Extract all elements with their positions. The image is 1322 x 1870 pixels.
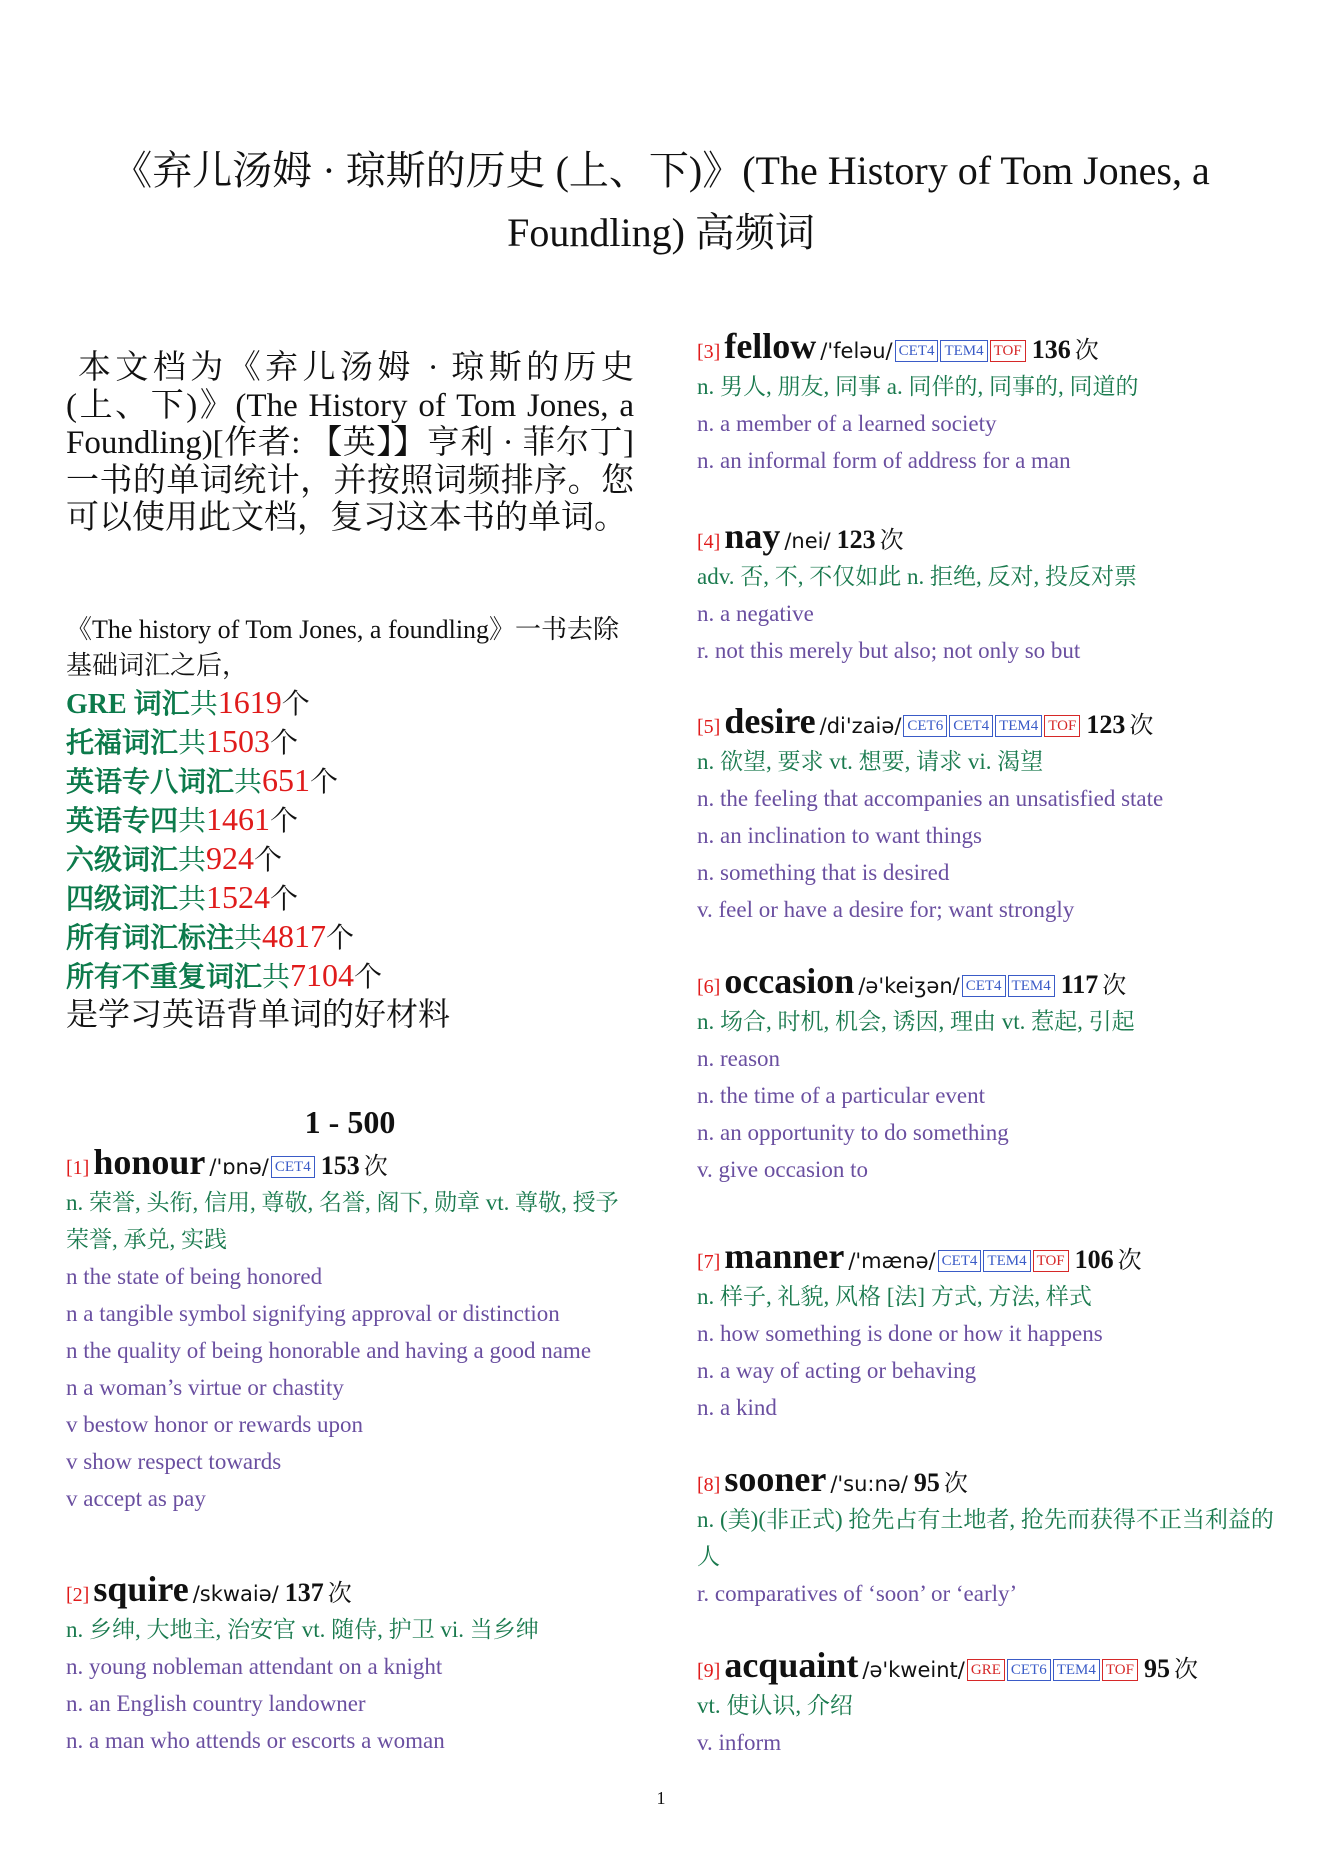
entry-number: [8] <box>697 1474 721 1496</box>
stat-line <box>66 879 634 918</box>
phonetic: /skwaiə/ <box>192 1582 279 1606</box>
frequency-unit: 次 <box>1074 338 1099 364</box>
stat-count: 1503 <box>206 723 271 759</box>
exam-tag: TEM4 <box>1053 1659 1100 1681</box>
stat-count: 924 <box>206 840 255 876</box>
stat-label: GRE 词汇 <box>66 689 190 720</box>
word-entry <box>697 959 1277 1188</box>
phonetic: /ə'kweint/ <box>862 1658 965 1682</box>
stat-gong: 共 <box>189 689 218 720</box>
headword: nay <box>724 516 781 556</box>
frequency-unit: 次 <box>363 1154 388 1180</box>
stat-unit: 个 <box>281 689 310 720</box>
entry-number: [2] <box>66 1584 90 1606</box>
headword: occasion <box>724 961 855 1001</box>
stat-gong: 共 <box>178 806 207 837</box>
stat-line <box>66 840 634 879</box>
stat-label: 托福词汇 <box>66 728 179 759</box>
summary-lead: 《The history of Tom Jones, a foundling》一书去除基础词汇之后， <box>66 615 620 680</box>
frequency-count: 153 <box>320 1151 360 1180</box>
entry-number: [7] <box>697 1251 721 1273</box>
section-heading: 1 - 500 <box>304 1104 396 1140</box>
chinese-definition: n. 欲望, 要求 vt. 想要, 请求 vi. 渴望 <box>697 749 1044 774</box>
headword: acquaint <box>724 1645 859 1685</box>
english-definition: n. a kind <box>697 1395 777 1420</box>
stat-gong: 共 <box>234 923 263 954</box>
phonetic: /di'zaiə/ <box>819 714 902 738</box>
stat-unit: 个 <box>354 962 383 993</box>
headword: manner <box>724 1236 845 1276</box>
english-definition: n. reason <box>697 1046 781 1071</box>
chinese-definition: n. (美)(非正式) 抢先占有土地者, 抢先而获得不正当利益的人 <box>697 1507 1274 1569</box>
english-definition: n. a member of a learned society <box>697 411 997 436</box>
stat-line <box>66 918 634 957</box>
exam-tag: CET4 <box>938 1250 982 1272</box>
exam-tag: CET4 <box>962 975 1006 997</box>
chinese-definition: n. 样子, 礼貌, 风格 [法] 方式, 方法, 样式 <box>697 1284 1092 1309</box>
phonetic: /'feləu/ <box>820 339 893 363</box>
exam-tag: TEM4 <box>940 340 987 362</box>
stat-label: 四级词汇 <box>66 884 179 915</box>
english-definition: v show respect towards <box>66 1449 282 1474</box>
exam-tag: CET4 <box>271 1156 315 1178</box>
exam-tag: TOF <box>990 340 1026 362</box>
intro-paragraph: 本文档为《弃儿汤姆 · 琼斯的历史 (上、下)》(The History of Tom Jones, a Foundling)[作者: 【英】】亨利 · 菲尔丁] 一书的单词统计，并按照词频排序。您可以使用此文档，复习这本书的单词。 <box>66 350 634 536</box>
stat-count: 651 <box>262 762 311 798</box>
english-definition: n. something that is desired <box>697 860 950 885</box>
chinese-definition: n. 荣誉, 头衔, 信用, 尊敬, 名誉, 阁下, 勋章 vt. 尊敬, 授予荣誉, 承兑, 实践 <box>66 1190 619 1252</box>
entry-number: [5] <box>697 716 721 738</box>
frequency-unit: 次 <box>1129 713 1154 739</box>
english-definition: n. an inclination to want things <box>697 823 982 848</box>
exam-tag: CET4 <box>949 715 993 737</box>
stat-count: 1524 <box>206 879 271 915</box>
english-definition: n. young nobleman attendant on a knight <box>66 1654 443 1679</box>
exam-tag: CET6 <box>903 715 947 737</box>
frequency-count: 123 <box>836 525 876 554</box>
frequency-count: 117 <box>1060 970 1099 999</box>
headword: squire <box>93 1569 189 1609</box>
chinese-definition: n. 乡绅, 大地主, 治安官 vt. 随侍, 护卫 vi. 当乡绅 <box>66 1617 539 1642</box>
exam-tag: TEM4 <box>995 715 1042 737</box>
stat-gong: 共 <box>178 884 207 915</box>
stat-count: 4817 <box>262 918 327 954</box>
stat-unit: 个 <box>270 884 299 915</box>
english-definition: r. not this merely but also; not only so but <box>697 638 1081 663</box>
entry-head <box>697 514 1277 558</box>
frequency-count: 106 <box>1074 1245 1114 1274</box>
entry-head <box>66 1567 634 1611</box>
exam-tag: CET4 <box>895 340 939 362</box>
english-definition: v. feel or have a desire for; want strongly <box>697 897 1075 922</box>
vocabulary-summary <box>66 612 634 1032</box>
stat-line <box>66 723 634 762</box>
english-definition: n. a negative <box>697 601 814 626</box>
exam-tag: CET6 <box>1007 1659 1051 1681</box>
headword: desire <box>724 701 816 741</box>
entry-head <box>697 1643 1277 1687</box>
stat-label: 英语专四 <box>66 806 179 837</box>
stat-gong: 共 <box>234 767 263 798</box>
entry-head <box>697 1457 1277 1501</box>
word-entry <box>697 1643 1277 1761</box>
page-number: 1 <box>656 1788 666 1808</box>
stat-count: 7104 <box>290 957 355 993</box>
entry-head <box>66 1140 634 1184</box>
english-definition: v. give occasion to <box>697 1157 868 1182</box>
summary-closing: 是学习英语背单词的好材料 <box>66 996 451 1032</box>
chinese-definition: adv. 否, 不, 不仅如此 n. 拒绝, 反对, 投反对票 <box>697 564 1137 589</box>
english-definition: n the quality of being honorable and having a good name <box>66 1338 592 1363</box>
frequency-unit: 次 <box>327 1581 352 1607</box>
stat-count: 1619 <box>217 684 282 720</box>
chinese-definition: n. 男人, 朋友, 同事 a. 同伴的, 同事的, 同道的 <box>697 374 1139 399</box>
english-definition: v bestow honor or rewards upon <box>66 1412 364 1437</box>
word-entry <box>66 1567 634 1759</box>
word-entry <box>66 1140 634 1517</box>
frequency-count: 136 <box>1031 335 1071 364</box>
english-definition: r. comparatives of ‘soon’ or ‘early’ <box>697 1581 1018 1606</box>
stat-gong: 共 <box>178 728 207 759</box>
english-definition: n. how something is done or how it happens <box>697 1321 1103 1346</box>
stat-label: 六级词汇 <box>66 845 179 876</box>
frequency-count: 95 <box>913 1468 940 1497</box>
word-entry <box>697 1234 1277 1426</box>
frequency-unit: 次 <box>879 528 904 554</box>
english-definition: n. a way of acting or behaving <box>697 1358 977 1383</box>
headword: sooner <box>724 1459 827 1499</box>
frequency-unit: 次 <box>1102 973 1127 999</box>
frequency-count: 137 <box>284 1578 324 1607</box>
entry-number: [6] <box>697 976 721 998</box>
stat-count: 1461 <box>206 801 271 837</box>
english-definition: n. the time of a particular event <box>697 1083 986 1108</box>
frequency-count: 95 <box>1143 1654 1170 1683</box>
frequency-unit: 次 <box>943 1471 968 1497</box>
stat-line <box>66 684 634 723</box>
stat-label: 所有词汇标注 <box>66 923 235 954</box>
entry-head <box>697 959 1277 1003</box>
phonetic: /'su:nə/ <box>830 1472 908 1496</box>
stat-line <box>66 957 634 996</box>
stat-unit: 个 <box>270 728 299 759</box>
frequency-unit: 次 <box>1173 1657 1198 1683</box>
stat-label: 所有不重复词汇 <box>66 962 263 993</box>
phonetic: /nei/ <box>784 529 831 553</box>
stat-label: 英语专八词汇 <box>66 767 235 798</box>
chinese-definition: n. 场合, 时机, 机会, 诱因, 理由 vt. 惹起, 引起 <box>697 1009 1135 1034</box>
exam-tag: TOF <box>1102 1659 1138 1681</box>
exam-tag: GRE <box>967 1659 1005 1681</box>
english-definition: n. an English country landowner <box>66 1691 366 1716</box>
english-definition: v accept as pay <box>66 1486 206 1511</box>
english-definition: n the state of being honored <box>66 1264 323 1289</box>
exam-tag: TEM4 <box>1008 975 1055 997</box>
stat-line <box>66 762 634 801</box>
english-definition: n a woman’s virtue or chastity <box>66 1375 344 1400</box>
stat-line <box>66 801 634 840</box>
phonetic: /'mænə/ <box>848 1249 936 1273</box>
stats-list <box>66 684 634 996</box>
stat-unit: 个 <box>310 767 339 798</box>
stat-unit: 个 <box>270 806 299 837</box>
english-definition: v. inform <box>697 1730 782 1755</box>
headword: honour <box>93 1142 206 1182</box>
stat-unit: 个 <box>326 923 355 954</box>
english-definition: n. the feeling that accompanies an unsatisfied state <box>697 786 1164 811</box>
phonetic: /ə'keiʒən/ <box>858 974 960 998</box>
stat-gong: 共 <box>262 962 291 993</box>
english-definition: n a tangible symbol signifying approval or distinction <box>66 1301 560 1326</box>
word-entry <box>697 514 1277 669</box>
entry-head <box>697 324 1277 368</box>
chinese-definition: vt. 使认识, 介绍 <box>697 1693 853 1718</box>
entry-number: [1] <box>66 1157 90 1179</box>
english-definition: n. a man who attends or escorts a woman <box>66 1728 445 1753</box>
exam-tag: TOF <box>1033 1250 1069 1272</box>
entry-number: [9] <box>697 1660 721 1682</box>
entry-head <box>697 1234 1277 1278</box>
english-definition: n. an opportunity to do something <box>697 1120 1009 1145</box>
word-entry <box>697 324 1277 479</box>
stat-unit: 个 <box>254 845 283 876</box>
entry-number: [3] <box>697 341 721 363</box>
exam-tag: TEM4 <box>983 1250 1030 1272</box>
word-entry <box>697 1457 1277 1612</box>
headword: fellow <box>724 326 817 366</box>
word-entry <box>697 699 1277 928</box>
stat-gong: 共 <box>178 845 207 876</box>
entry-head <box>697 699 1277 743</box>
exam-tag: TOF <box>1044 715 1080 737</box>
english-definition: n. an informal form of address for a man <box>697 448 1071 473</box>
frequency-unit: 次 <box>1117 1248 1142 1274</box>
frequency-count: 123 <box>1086 710 1126 739</box>
entry-number: [4] <box>697 531 721 553</box>
page-title: 《弃儿汤姆 · 琼斯的历史 (上、下)》(The History of Tom Jones, a Foundling) 高频词 <box>112 148 1210 255</box>
phonetic: /'ɒnə/ <box>209 1155 269 1179</box>
